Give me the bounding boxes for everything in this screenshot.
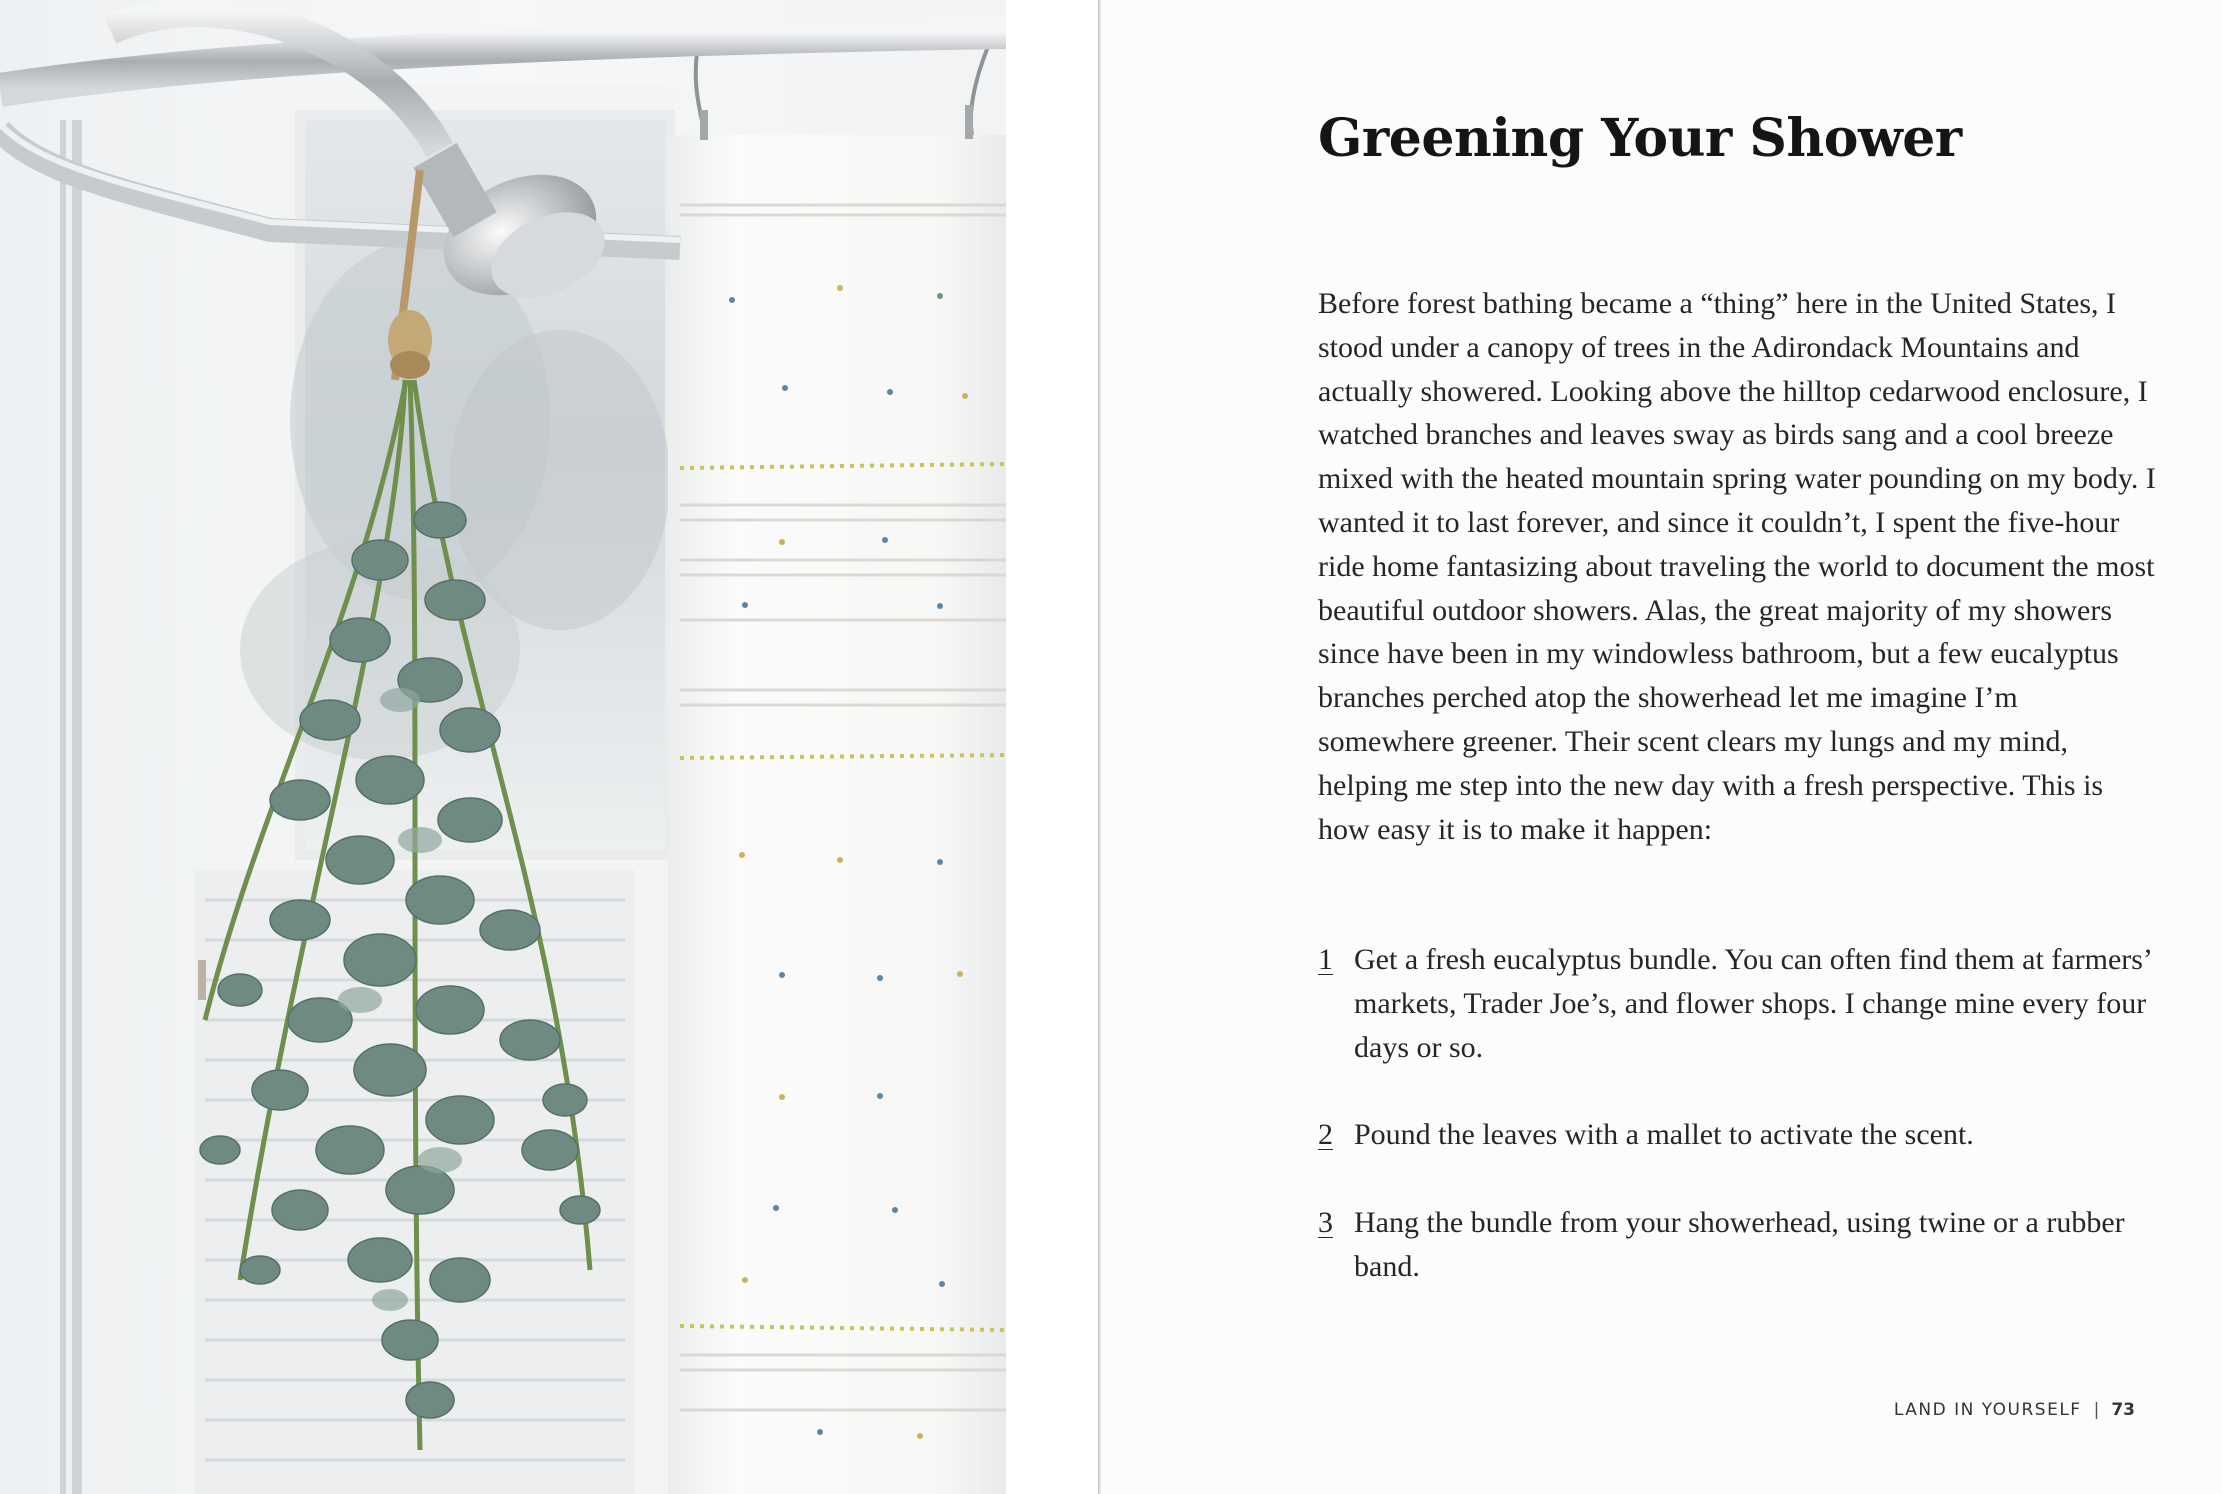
page-margin	[1006, 0, 1098, 1494]
page-number: 73	[2111, 1400, 2135, 1420]
step-text: Get a fresh eucalyptus bundle. You can often find them at farmers’ markets, Trader Joe’s, and flower shops. I change mine every four days or so.	[1354, 943, 2151, 1064]
text-page	[1101, 0, 2222, 1494]
page-heading: Greening Your Shower	[1318, 108, 1962, 169]
step-text: Hang the bundle from your showerhead, using twine or a rubber band.	[1354, 1205, 2125, 1283]
footer-section-title: LAND IN YOURSELF	[1893, 1400, 2082, 1420]
steps-list	[1318, 938, 2158, 1332]
body-paragraph: Before forest bathing became a “thing” here in the United States, I stood under a canopy of trees in the Adirondack Mountains and actually showered. Looking above the hilltop cedarwood enclosure, I watched branches and leaves sway as birds sang and a cool breeze mixed with the heated mountain spring water pounding on my body. I wanted it to last forever, and since it couldn’t, I spent the five-hour ride home fantasizing about traveling the world to document the most beautiful outdoor showers. Alas, the great majority of my showers since have been in my windowless bathroom, but a few eucalyptus branches perched atop the showerhead let me imagine I’m somewhere greener. Their scent clears my lungs and my mind, helping me step into the new day with a fresh perspective. This is how easy it is to make it happen:	[1318, 287, 2156, 846]
footer-separator: |	[2093, 1400, 2100, 1420]
step-number: 1	[1318, 943, 1333, 976]
list-item	[1318, 938, 2158, 1069]
photo-page	[0, 0, 1006, 1494]
list-item	[1318, 1113, 2158, 1157]
step-number: 3	[1318, 1205, 1333, 1239]
eucalyptus-shower-photo	[0, 0, 1006, 1494]
page-footer	[1894, 1400, 2135, 1420]
step-text: Pound the leaves with a mallet to activate the scent.	[1354, 1118, 1974, 1152]
step-number: 2	[1318, 1118, 1333, 1152]
list-item	[1318, 1201, 2158, 1289]
